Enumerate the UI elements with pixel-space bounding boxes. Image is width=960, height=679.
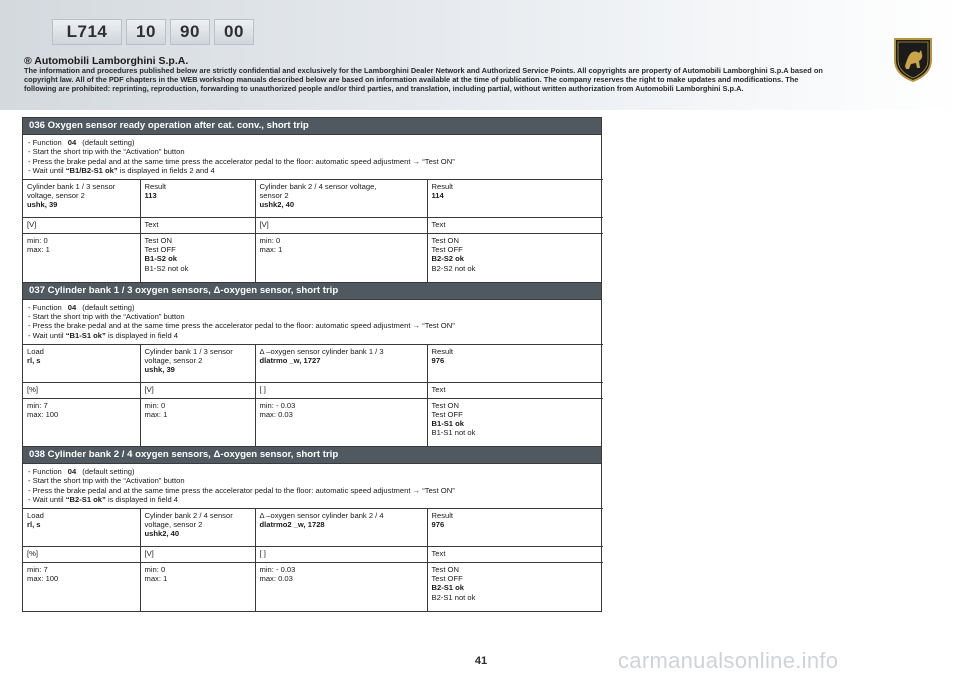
cell-line: Cylinder bank 1 / 3 sensor (144, 346, 233, 356)
cell-line: max: 0.03 (259, 409, 293, 419)
function-line (28, 138, 596, 147)
instruction-line-3: - Press the brake pedal and at the same time press the accelerator pedal to the floor: automatic speed adjustment → “Test ON” (28, 321, 455, 331)
table-cell (255, 180, 427, 218)
cell-line: min: - 0.03 (259, 400, 296, 410)
table-cell (140, 563, 255, 611)
cell-bold: dlatrmo2 _w, 1728 (259, 520, 325, 530)
table-cell (255, 398, 427, 446)
cell-line: min: 0 (259, 236, 281, 245)
table-cell (140, 344, 255, 382)
document-code-bar (52, 19, 254, 45)
cell-line: B1-S1 not ok (431, 428, 476, 438)
cell-bold: B2-S1 ok (431, 583, 464, 593)
cell-bold: 976 (431, 520, 445, 530)
cell-line: voltage, sensor 2 (144, 520, 203, 530)
table-cell (140, 180, 255, 218)
table-cell (255, 563, 427, 611)
cell-line: Test ON (144, 236, 172, 245)
wait-line (28, 166, 596, 175)
table-cell: [V] (140, 547, 255, 563)
measurement-table (23, 344, 603, 447)
cell-line: Cylinder bank 1 / 3 sensor (27, 182, 116, 191)
function-code: 04 (67, 467, 77, 476)
function-code: 04 (67, 302, 77, 312)
cell-bold: 113 (144, 191, 157, 201)
wait-prefix: - Wait until (28, 330, 64, 340)
cell-line: voltage, sensor 2 (27, 191, 85, 201)
cell-line: Test OFF (431, 574, 463, 584)
cell-line: Δ –oxygen sensor cylinder bank 1 / 3 (259, 346, 384, 356)
function-prefix: - Function (28, 302, 62, 312)
cell-line: Test OFF (144, 245, 176, 255)
function-line (28, 303, 596, 312)
cell-line: max: 1 (27, 245, 50, 255)
cell-line: min: - 0.03 (259, 565, 296, 574)
table-cell (140, 509, 255, 547)
table-row-units (23, 382, 603, 398)
wait-prefix: - Wait until (28, 495, 64, 505)
table-row-values (23, 398, 603, 446)
code-segment-section: 90 (170, 19, 210, 45)
cell-line: min: 7 (27, 565, 48, 574)
cell-line: min: 0 (144, 400, 166, 410)
code-segment-group: 10 (126, 19, 166, 45)
table-row-header (23, 344, 603, 382)
wait-line (28, 331, 596, 340)
table-cell (255, 509, 427, 547)
cell-line: Cylinder bank 2 / 4 sensor (144, 511, 233, 520)
cell-line: Test OFF (431, 409, 463, 419)
table-cell (23, 563, 140, 611)
table-cell (427, 563, 603, 611)
table-cell: Text (427, 382, 603, 398)
cell-line: Result (431, 182, 454, 191)
function-suffix: (default setting) (82, 302, 135, 312)
wait-line (28, 495, 596, 504)
cell-line: Load (27, 346, 44, 356)
section-036 (22, 117, 602, 282)
section-instructions (23, 134, 601, 179)
cell-line: Load (27, 511, 44, 520)
table-cell (427, 509, 603, 547)
measurement-table (23, 179, 603, 282)
table-cell: Text (427, 218, 603, 234)
cell-line: max: 100 (27, 574, 59, 584)
section-037 (22, 282, 602, 447)
measurement-table (23, 508, 603, 611)
wait-value: “B1-S1 ok” (65, 330, 106, 340)
table-cell: Text (140, 218, 255, 234)
wait-prefix: - Wait until (28, 166, 64, 176)
cell-line: max: 0.03 (259, 574, 293, 584)
table-cell (427, 344, 603, 382)
cell-line: Test ON (431, 236, 459, 245)
wait-suffix: is displayed in field 4 (107, 495, 179, 505)
table-cell (427, 180, 603, 218)
code-segment-model: L714 (52, 19, 122, 45)
cell-bold: B1-S2 ok (144, 254, 177, 264)
cell-bold: rl, s (27, 520, 41, 530)
table-cell (23, 180, 140, 218)
section-title: 037 Cylinder bank 1 / 3 oxygen sensors, Δ-oxygen sensor, short trip (23, 283, 601, 299)
cell-bold: ushk, 39 (144, 364, 175, 374)
cell-bold: dlatrmo _w, 1727 (259, 355, 321, 365)
table-cell: [ ] (255, 547, 427, 563)
function-code: 04 (67, 138, 77, 147)
page-number: 41 (474, 655, 488, 667)
cell-line: Test ON (431, 565, 459, 574)
table-cell: [V] (140, 382, 255, 398)
table-cell: [V] (255, 218, 427, 234)
instruction-line-2: - Start the short trip with the “Activation” button (28, 476, 185, 486)
table-cell (23, 398, 140, 446)
company-heading: ® Automobili Lamborghini S.p.A. (24, 55, 189, 67)
table-cell (140, 234, 255, 282)
function-prefix: - Function (28, 138, 62, 147)
function-suffix: (default setting) (82, 138, 135, 147)
table-row-units (23, 218, 603, 234)
table-row-units (23, 547, 603, 563)
cell-line: voltage, sensor 2 (144, 355, 203, 365)
cell-line: Δ –oxygen sensor cylinder bank 2 / 4 (259, 511, 384, 520)
table-cell (255, 234, 427, 282)
cell-bold: 114 (431, 191, 444, 201)
cell-line: max: 100 (27, 409, 59, 419)
section-title: 036 Oxygen sensor ready operation after cat. conv., short trip (23, 118, 601, 134)
table-cell (255, 344, 427, 382)
table-cell (23, 509, 140, 547)
cell-line: min: 0 (27, 236, 48, 245)
table-cell: [ ] (255, 382, 427, 398)
instruction-line-2: - Start the short trip with the “Activation” button (28, 311, 185, 321)
cell-line: Result (144, 182, 167, 191)
cell-line: min: 7 (27, 400, 48, 410)
table-cell: [V] (23, 218, 140, 234)
section-instructions (23, 299, 601, 344)
wait-suffix: is displayed in fields 2 and 4 (119, 166, 215, 176)
cell-line: Test OFF (431, 245, 463, 255)
watermark: carmanualsonline.info (618, 648, 839, 673)
cell-line: Test ON (431, 400, 459, 410)
cell-line: B2-S1 not ok (431, 592, 476, 602)
cell-line: Cylinder bank 2 / 4 sensor voltage, (259, 182, 377, 191)
cell-line: max: 1 (144, 574, 168, 584)
cell-line: sensor 2 (259, 191, 289, 201)
cell-line: Result (431, 511, 454, 520)
instruction-line-3: - Press the brake pedal and at the same time press the accelerator pedal to the floor: automatic speed adjustment → “Test ON” (28, 156, 455, 166)
cell-bold: 976 (431, 355, 445, 365)
cell-bold: B1-S1 ok (431, 418, 464, 428)
instruction-line-3: - Press the brake pedal and at the same time press the accelerator pedal to the floor: automatic speed adjustment → “Test ON” (28, 485, 455, 495)
instruction-line-2: - Start the short trip with the “Activation” button (28, 147, 185, 157)
cell-bold: rl, s (27, 355, 41, 365)
function-suffix: (default setting) (82, 467, 135, 476)
table-cell: Text (427, 547, 603, 563)
function-prefix: - Function (28, 467, 62, 476)
table-cell (23, 344, 140, 382)
cell-line: B1-S2 not ok (144, 263, 189, 273)
lamborghini-logo-icon (893, 36, 933, 82)
cell-bold: ushk2, 40 (144, 529, 180, 539)
table-row-header (23, 180, 603, 218)
cell-line: max: 1 (144, 409, 168, 419)
content-area (22, 117, 602, 612)
table-cell: [%] (23, 547, 140, 563)
table-row-values (23, 234, 603, 282)
wait-value: “B2-S1 ok” (65, 495, 106, 505)
cell-bold: ushk2, 40 (259, 200, 295, 210)
cell-line: min: 0 (144, 565, 166, 574)
table-cell (427, 234, 603, 282)
code-segment-sub: 00 (214, 19, 254, 45)
section-title: 038 Cylinder bank 2 / 4 oxygen sensors, Δ-oxygen sensor, short trip (23, 447, 601, 463)
cell-bold: B2-S2 ok (431, 254, 464, 264)
table-cell (427, 398, 603, 446)
table-row-header (23, 509, 603, 547)
table-cell: [%] (23, 382, 140, 398)
cell-line: Result (431, 346, 454, 356)
cell-line: max: 1 (259, 245, 283, 255)
cell-line: B2-S2 not ok (431, 263, 476, 273)
wait-suffix: is displayed in field 4 (107, 330, 179, 340)
table-cell (140, 398, 255, 446)
section-instructions (23, 463, 601, 508)
cell-bold: ushk, 39 (27, 200, 58, 210)
copyright-disclaimer: The information and procedures published below are strictly confidential and exclusively for the Lamborghini Dealer Network and Authorized Service Points. All copyrights are property of Automobili Lamborghini S.p.A based on copyright law. All of the PDF chapters in the WEB workshop manuals described below are based on information available at the time of publication. The company reserves the right to make updates and modifications. The following are prohibited: reprinting, reproduction, forwarding to unauthorized people and/or third parties, and translation, including partial, without written authorization from Automobili Lamborghini S.p.A. (24, 66, 823, 94)
wait-value: “B1/B2-S1 ok” (65, 166, 118, 176)
function-line (28, 467, 596, 476)
table-row-values (23, 563, 603, 611)
table-cell (23, 234, 140, 282)
section-038 (22, 446, 602, 612)
